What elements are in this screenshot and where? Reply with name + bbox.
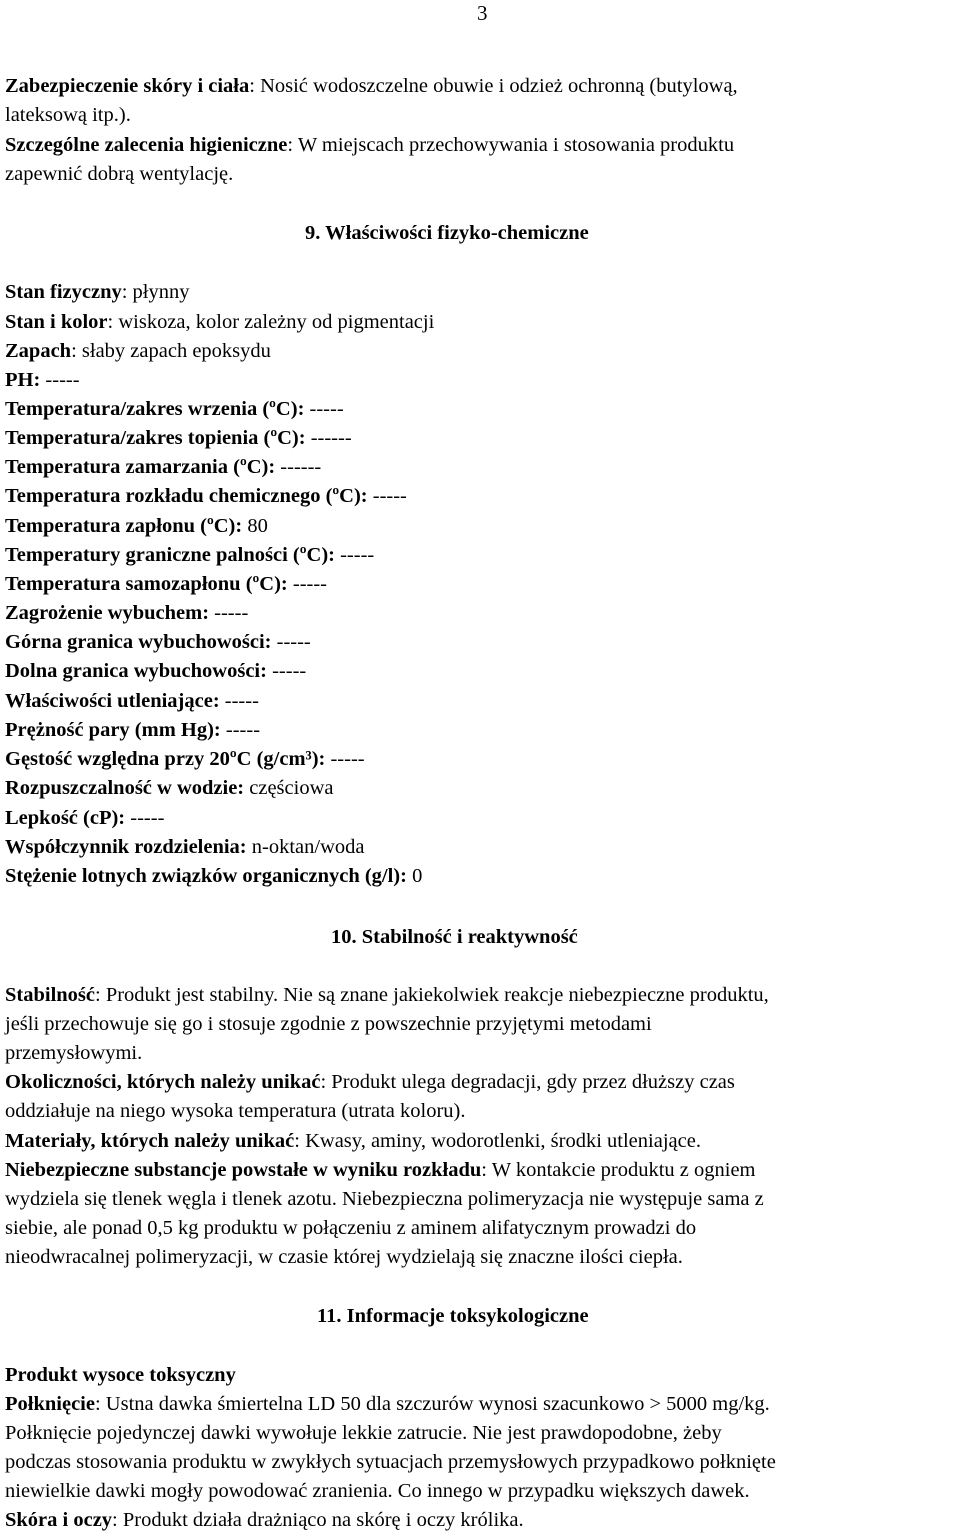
property-label: Temperatura samozapłonu (ºC): (5, 573, 288, 595)
skin-eyes-text: : Produkt działa drażniąco na skórę i oczy królika. (112, 1509, 524, 1531)
property-value: ----- (287, 573, 328, 595)
property-label: Temperatura/zakres topienia (ºC): (5, 427, 306, 449)
avoid-materials-label: Materiały, których należy unikać (5, 1130, 295, 1152)
property-row (5, 747, 365, 771)
decomposition-line-4: nieodwracalnej polimeryzacji, w czasie której wydzielają się znaczne ilości ciepła. (5, 1246, 683, 1268)
toxicity-subheading: Produkt wysoce toksyczny (5, 1364, 236, 1386)
section-10-heading: 10. Stabilność i reaktywność (331, 926, 578, 948)
property-value: 80 (242, 515, 268, 537)
section-9-heading: 9. Właściwości fizyko-chemiczne (305, 222, 589, 244)
property-value: n-oktan/woda (246, 836, 365, 858)
property-label: Właściwości utleniające: (5, 690, 220, 712)
skin-protection-text: : Nosić wodoszczelne obuwie i odzież ochronną (butylową, (249, 75, 738, 97)
property-value: ----- (219, 690, 259, 712)
property-value: ----- (325, 748, 365, 770)
property-label: Gęstość względna przy 20ºC (g/cm³): (5, 748, 326, 770)
property-value: ------ (305, 427, 352, 449)
property-value: ----- (220, 719, 261, 741)
property-label: Temperatura zamarzania (ºC): (5, 456, 276, 478)
property-row (5, 864, 422, 888)
property-row (5, 718, 260, 742)
ingestion-line-3: podczas stosowania produktu w zwykłych sytuacjach przemysłowych przypadkowo połknięte (5, 1451, 776, 1473)
property-value: częściowa (244, 777, 334, 799)
property-row (5, 806, 164, 830)
property-row (5, 630, 311, 654)
property-row (5, 543, 374, 567)
property-value: ------ (275, 456, 322, 478)
property-row (5, 601, 248, 625)
ingestion-line-4: niewielkie dawki mogły powodować zranienia. Co innego w przypadku większych dawek. (5, 1480, 750, 1502)
stability-text: : Produkt jest stabilny. Nie są znane jakiekolwiek reakcje niebezpieczne produktu, (95, 984, 769, 1006)
stability-line-2: jeśli przechowuje się go i stosuje zgodnie z powszechnie przyjętymi metodami (5, 1013, 652, 1035)
property-value: : słaby zapach epoksydu (71, 340, 271, 362)
skin-protection-label: Zabezpieczenie skóry i ciała (5, 75, 250, 97)
avoid-conditions-text: : Produkt ulega degradacji, gdy przez dłuższy czas (320, 1071, 735, 1093)
property-label: Dolna granica wybuchowości: (5, 660, 267, 682)
skin-eyes-label: Skóra i oczy (5, 1509, 113, 1531)
ingestion-line-2: Połknięcie pojedynczej dawki wywołuje lekkie zatrucie. Nie jest prawdopodobne, żeby (5, 1422, 722, 1444)
property-value: ----- (40, 369, 80, 391)
property-value: ----- (271, 631, 311, 653)
avoid-conditions-label: Okoliczności, których należy unikać (5, 1071, 321, 1093)
property-label: Prężność pary (mm Hg): (5, 719, 221, 741)
property-value: ----- (209, 602, 249, 624)
property-value: : płynny (121, 281, 190, 303)
ingestion-label: Połknięcie (5, 1393, 95, 1415)
property-row (5, 835, 365, 859)
stability-line-1 (5, 983, 769, 1007)
property-label: Stan i kolor (5, 311, 108, 333)
property-value: ----- (334, 544, 375, 566)
property-label: Górna granica wybuchowości: (5, 631, 272, 653)
property-label: Temperatura rozkładu chemicznego (ºC): (5, 485, 368, 507)
property-value: ----- (125, 807, 165, 829)
hygiene-label: Szczególne zalecenia higieniczne (5, 134, 288, 156)
page-number: 3 (477, 1, 488, 25)
hygiene-line-2: zapewnić dobrą wentylację. (5, 163, 234, 185)
hygiene-line-1 (5, 133, 734, 157)
avoid-materials-line (5, 1129, 701, 1153)
property-label: Współczynnik rozdzielenia: (5, 836, 247, 858)
property-row (5, 455, 321, 479)
avoid-conditions-line-1 (5, 1070, 735, 1094)
stability-line-3: przemysłowymi. (5, 1042, 143, 1064)
property-row (5, 426, 352, 450)
property-label: PH: (5, 369, 41, 391)
property-label: Temperatury graniczne palności (ºC): (5, 544, 335, 566)
property-row (5, 659, 306, 683)
property-label: Stężenie lotnych związków organicznych (g/l): (5, 865, 407, 887)
decomposition-label: Niebezpieczne substancje powstałe w wyniku rozkładu (5, 1159, 482, 1181)
property-value: 0 (406, 865, 423, 887)
avoid-conditions-line-2: oddziałuje na niego wysoka temperatura (utrata koloru). (5, 1100, 466, 1122)
avoid-materials-text: : Kwasy, aminy, wodorotlenki, środki utleniające. (294, 1130, 701, 1152)
property-row (5, 339, 271, 363)
ingestion-text: : Ustna dawka śmiertelna LD 50 dla szczurów wynosi szacunkowo > 5000 mg/kg. (94, 1393, 770, 1415)
property-row (5, 484, 407, 508)
property-value: ----- (304, 398, 344, 420)
property-value: ----- (367, 485, 407, 507)
property-row (5, 514, 268, 538)
property-label: Lepkość (cP): (5, 807, 126, 829)
property-label: Temperatura zapłonu (ºC): (5, 515, 243, 537)
decomposition-line-2: wydziela się tlenek węgla i tlenek azotu. Niebezpieczna polimeryzacja nie występuje sama z (5, 1188, 764, 1210)
decomposition-line-1 (5, 1158, 756, 1182)
property-row (5, 310, 434, 334)
decomposition-line-3: siebie, ale ponad 0,5 kg produktu w połączeniu z aminem alifatycznym prowadzi do (5, 1217, 697, 1239)
stability-label: Stabilność (5, 984, 95, 1006)
hygiene-text: : W miejscach przechowywania i stosowania produktu (287, 134, 735, 156)
property-row (5, 572, 327, 596)
property-row (5, 397, 344, 421)
property-label: Zagrożenie wybuchem: (5, 602, 210, 624)
skin-eyes-line (5, 1508, 524, 1532)
section-11-heading: 11. Informacje toksykologiczne (317, 1305, 589, 1327)
property-row (5, 280, 190, 304)
property-label: Zapach (5, 340, 72, 362)
property-value: ----- (266, 660, 307, 682)
property-row (5, 368, 80, 392)
property-row (5, 689, 259, 713)
property-value: : wiskoza, kolor zależny od pigmentacji (107, 311, 435, 333)
property-label: Temperatura/zakres wrzenia (ºC): (5, 398, 305, 420)
property-label: Stan fizyczny (5, 281, 122, 303)
ingestion-line-1 (5, 1392, 770, 1416)
skin-protection-line-1 (5, 74, 738, 98)
skin-protection-line-2: lateksową itp.). (5, 104, 131, 126)
property-row (5, 776, 334, 800)
decomposition-text: : W kontakcie produktu z ogniem (481, 1159, 756, 1181)
property-label: Rozpuszczalność w wodzie: (5, 777, 245, 799)
